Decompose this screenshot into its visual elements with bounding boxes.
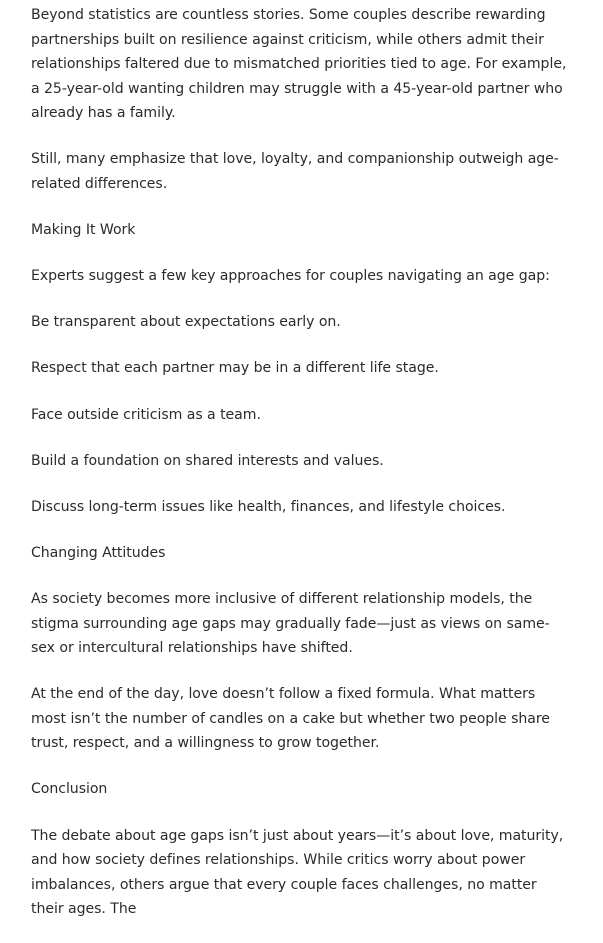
paragraph-society: As society becomes more inclusive of different relationship models, the stigma surrounding age gaps may gradually fade—just as views on same-sex or intercultural relationships have shifted.	[31, 590, 550, 657]
article-body	[31, 3, 571, 943]
paragraph-debate: The debate about age gaps isn’t just about years—it’s about love, maturity, and how society defines relationships. While critics worry about power imbalances, others argue that every couple faces challenges, no matter their ages. The	[31, 827, 564, 918]
section-heading-making-it-work: Making It Work	[31, 222, 136, 239]
tip-item-foundation: Build a foundation on shared interests and values.	[31, 452, 384, 469]
tip-item-team: Face outside criticism as a team.	[31, 406, 261, 423]
section-heading-conclusion: Conclusion	[31, 781, 108, 798]
paragraph-end-of-day: At the end of the day, love doesn’t follow a fixed formula. What matters most isn’t the number of candles on a cake but whether two people share trust, respect, and a willingness to grow together.	[31, 686, 550, 752]
tip-item-transparent: Be transparent about expectations early on.	[31, 314, 341, 331]
tip-item-long-term: Discuss long-term issues like health, finances, and lifestyle choices.	[31, 498, 506, 515]
paragraph-stories: Beyond statistics are countless stories. Some couples describe rewarding partnerships built on resilience against criticism, while others admit their relationships faltered due to mismatched priorities tied to age. For example, a 25-year-old wanting children may struggle with a 45-year-old partner who already has a family.	[31, 7, 567, 122]
tip-item-life-stage: Respect that each partner may be in a different life stage.	[31, 360, 439, 377]
section-heading-changing-attitudes: Changing Attitudes	[31, 544, 166, 561]
paragraph-experts-suggest: Experts suggest a few key approaches for couples navigating an age gap:	[31, 268, 550, 285]
paragraph-love-loyalty: Still, many emphasize that love, loyalty, and companionship outweigh age-related differences.	[31, 151, 559, 193]
